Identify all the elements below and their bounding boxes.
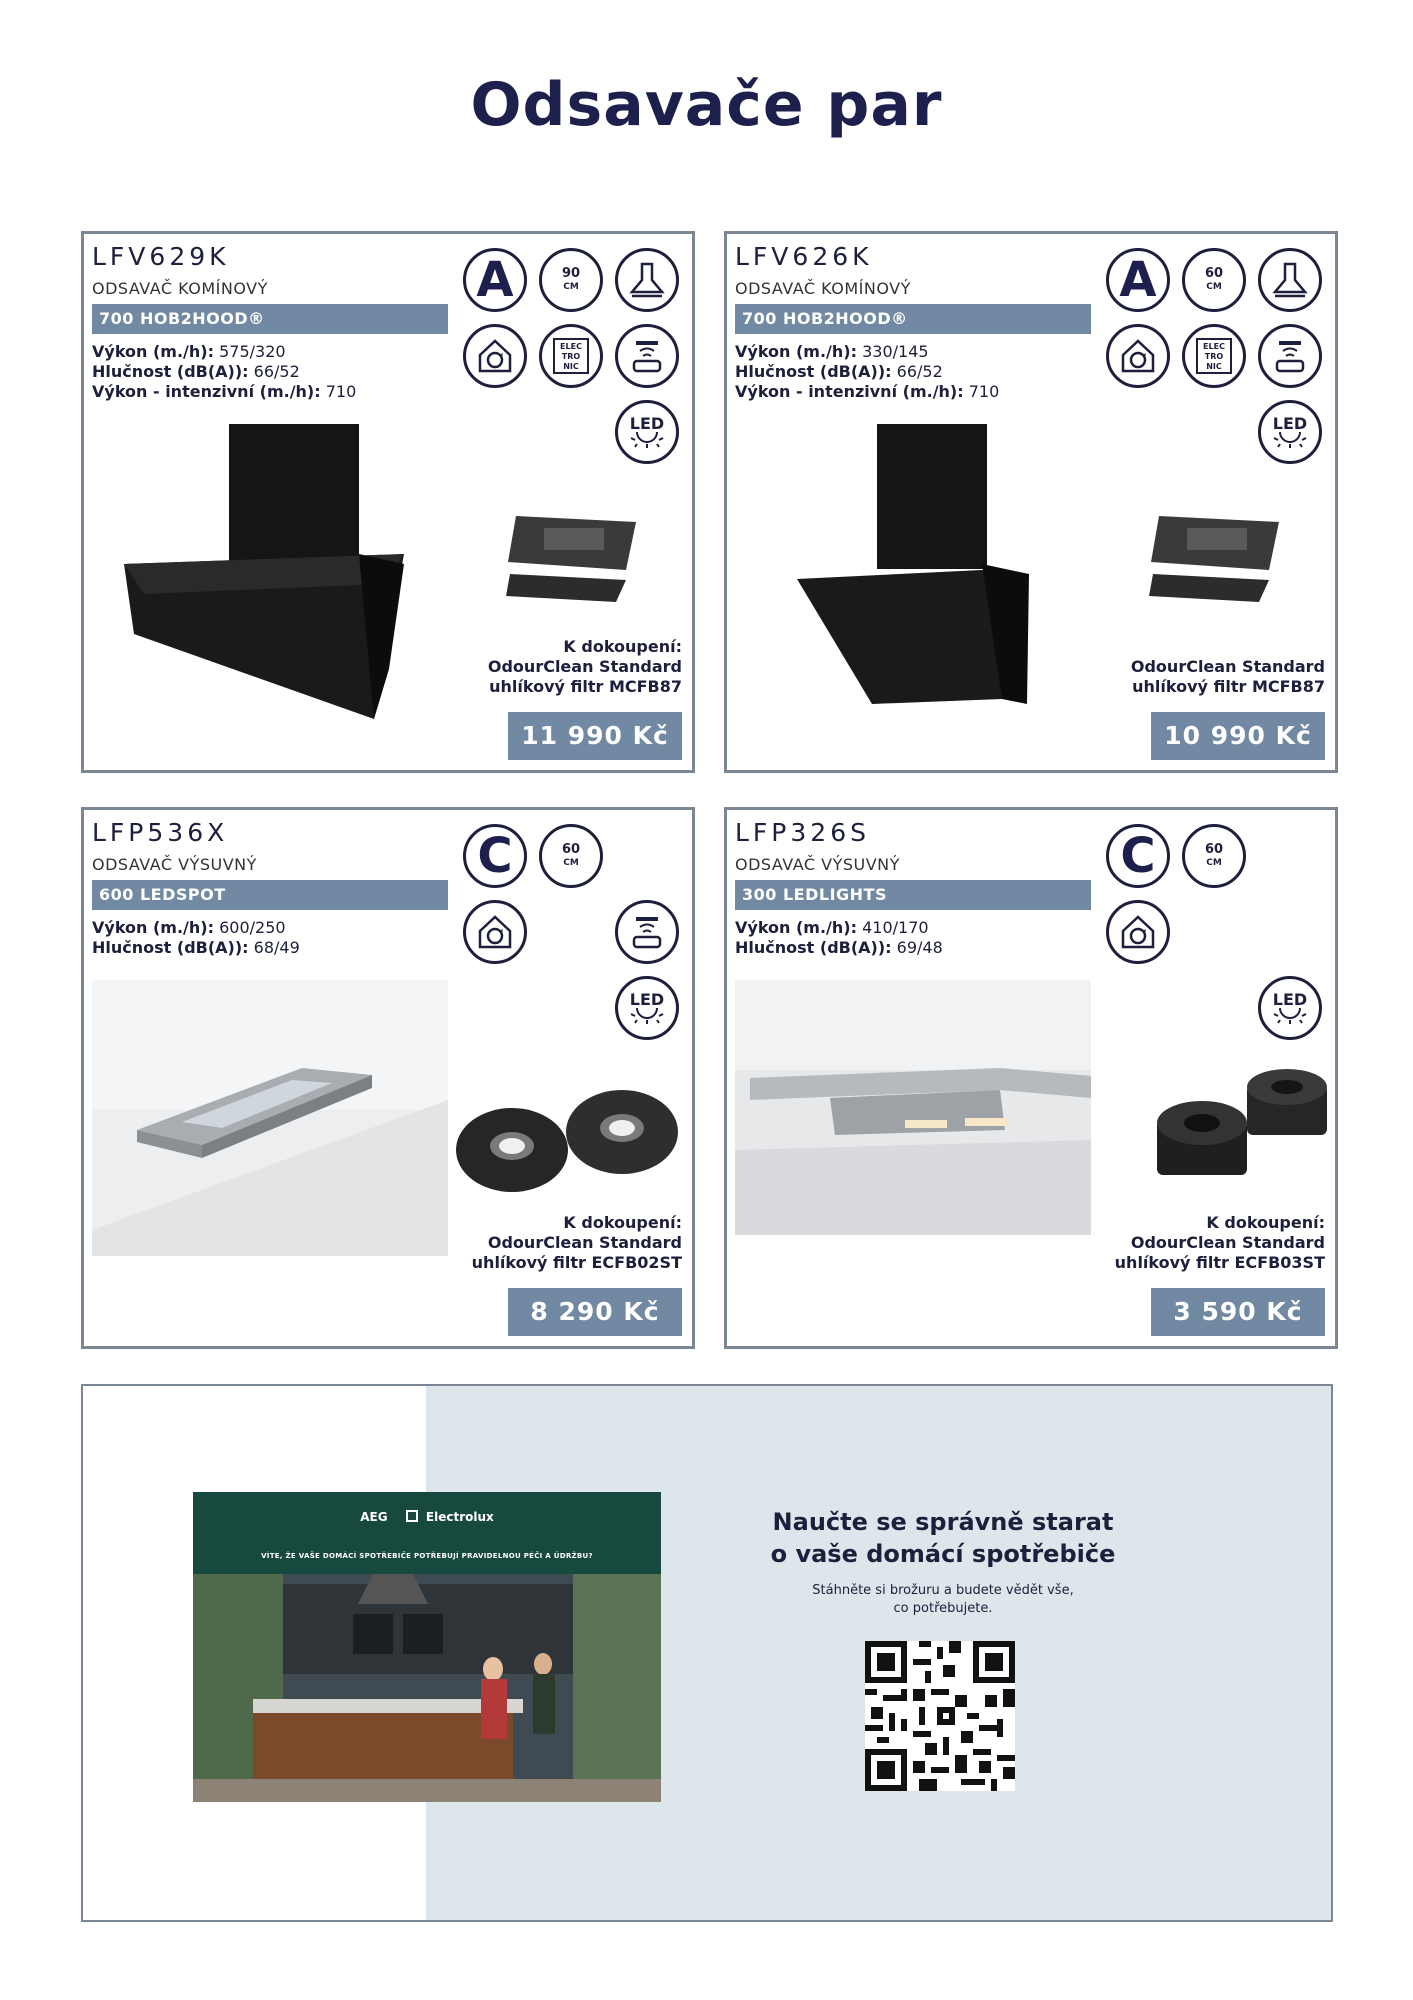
spec-value: 66/52: [253, 362, 300, 381]
product-model: LFV626K: [735, 242, 873, 271]
spec-value: 66/52: [896, 362, 943, 381]
product-card-lfp536x[interactable]: [81, 807, 695, 1349]
chimney-hood-icon: [615, 248, 679, 312]
product-specs: [92, 918, 452, 958]
led-light-icon: LED: [615, 400, 679, 464]
filter-note: K dokoupení: OdourClean Standard uhlíkový filtr ECFB02ST: [471, 1213, 682, 1272]
filter-note: K dokoupení: OdourClean Standard uhlíkový filtr ECFB03ST: [1114, 1213, 1325, 1272]
energy-class-icon: C: [463, 824, 527, 888]
spec-label: Výkon - intenzivní (m./h):: [92, 382, 321, 401]
product-series: 600 LEDSPOT: [92, 880, 448, 910]
spec-value: 330/145: [862, 342, 929, 361]
product-specs: [735, 918, 1095, 958]
spec-label: Výkon (m./h):: [92, 918, 214, 937]
product-card-lfv626k[interactable]: [724, 231, 1338, 773]
product-type: ODSAVAČ VÝSUVNÝ: [92, 855, 257, 874]
spec-value: 710: [968, 382, 1000, 401]
product-type: ODSAVAČ VÝSUVNÝ: [735, 855, 900, 874]
carbon-filter-image: [1147, 504, 1287, 614]
product-card-lfv629k[interactable]: [81, 231, 695, 773]
width-icon: 60 CM: [1182, 248, 1246, 312]
recirculation-icon: [463, 324, 527, 388]
energy-class-icon: C: [1106, 824, 1170, 888]
product-type: ODSAVAČ KOMÍNOVÝ: [92, 279, 268, 298]
product-model: LFP536X: [92, 818, 229, 847]
electronic-control-icon: ELEC TRO NIC: [539, 324, 603, 388]
width-icon: 90 CM: [539, 248, 603, 312]
promo-subtext: Stáhněte si brožuru a budete vědět vše, co potřebujete.: [812, 1583, 1074, 1616]
product-series: 300 LEDLIGHTS: [735, 880, 1091, 910]
chimney-hood-image: [114, 424, 414, 724]
spec-value: 410/170: [862, 918, 929, 937]
spec-value: 69/48: [896, 938, 943, 957]
led-light-icon: LED: [1258, 400, 1322, 464]
product-series: 700 HOB2HOOD®: [735, 304, 1091, 334]
spec-value: 710: [325, 382, 357, 401]
energy-class-icon: A: [463, 248, 527, 312]
hob2hood-icon: [615, 900, 679, 964]
spec-label: Výkon (m./h):: [735, 342, 857, 361]
spec-value: 575/320: [219, 342, 286, 361]
price-tag: 10 990 Kč: [1151, 712, 1325, 760]
brochure-tagline: VÍTE, ŽE VAŠE DOMÁCÍ SPOTŘEBIČE POTŘEBUJÍ PRAVIDELNOU PÉČI A ÚDRŽBU?: [261, 1552, 593, 1560]
kitchen-photo: [193, 1574, 661, 1802]
promo-heading: Naučte se správně starat o vaše domácí spotřebiče: [770, 1508, 1116, 1568]
filter-note: OdourClean Standard uhlíkový filtr MCFB87: [1130, 657, 1325, 696]
product-specs: [735, 342, 1095, 402]
chimney-hood-image: [797, 424, 1037, 724]
telescopic-hood-image: [92, 980, 448, 1256]
led-light-icon: LED: [1258, 976, 1322, 1040]
carbon-filter-image: [1152, 1065, 1332, 1205]
price-tag: 3 590 Kč: [1151, 1288, 1325, 1336]
recirculation-icon: [1106, 900, 1170, 964]
recirculation-icon: [1106, 324, 1170, 388]
width-icon: 60 CM: [539, 824, 603, 888]
carbon-filter-image: [454, 1080, 684, 1200]
spec-label: Hlučnost (dB(A)):: [92, 362, 249, 381]
electronic-control-icon: ELEC TRO NIC: [1182, 324, 1246, 388]
filter-note: K dokoupení: OdourClean Standard uhlíkový filtr MCFB87: [487, 637, 682, 696]
electrolux-logo-icon: [406, 1510, 418, 1522]
telescopic-hood-image: [735, 980, 1091, 1235]
brochure-brand: AEG Electrolux: [360, 1510, 494, 1524]
spec-label: Hlučnost (dB(A)):: [92, 938, 249, 957]
page-title: Odsavače par: [470, 70, 943, 140]
brochure-cover[interactable]: [193, 1492, 661, 1802]
price-tag: 11 990 Kč: [508, 712, 682, 760]
spec-value: 600/250: [219, 918, 286, 937]
spec-value: 68/49: [253, 938, 300, 957]
product-specs: [92, 342, 452, 402]
spec-label: Výkon (m./h):: [92, 342, 214, 361]
product-series: 700 HOB2HOOD®: [92, 304, 448, 334]
product-model: LFV629K: [92, 242, 230, 271]
width-icon: 60 CM: [1182, 824, 1246, 888]
hob2hood-icon: [1258, 324, 1322, 388]
spec-label: Hlučnost (dB(A)):: [735, 362, 892, 381]
spec-label: Hlučnost (dB(A)):: [735, 938, 892, 957]
chimney-hood-icon: [1258, 248, 1322, 312]
hob2hood-icon: [615, 324, 679, 388]
spec-label: Výkon - intenzivní (m./h):: [735, 382, 964, 401]
product-model: LFP326S: [735, 818, 870, 847]
spec-label: Výkon (m./h):: [735, 918, 857, 937]
care-brochure-promo: [81, 1384, 1333, 1922]
product-type: ODSAVAČ KOMÍNOVÝ: [735, 279, 911, 298]
price-tag: 8 290 Kč: [508, 1288, 682, 1336]
carbon-filter-image: [504, 504, 644, 614]
qr-code-icon[interactable]: [865, 1641, 1015, 1791]
product-card-lfp326s[interactable]: [724, 807, 1338, 1349]
led-light-icon: LED: [615, 976, 679, 1040]
recirculation-icon: [463, 900, 527, 964]
energy-class-icon: A: [1106, 248, 1170, 312]
